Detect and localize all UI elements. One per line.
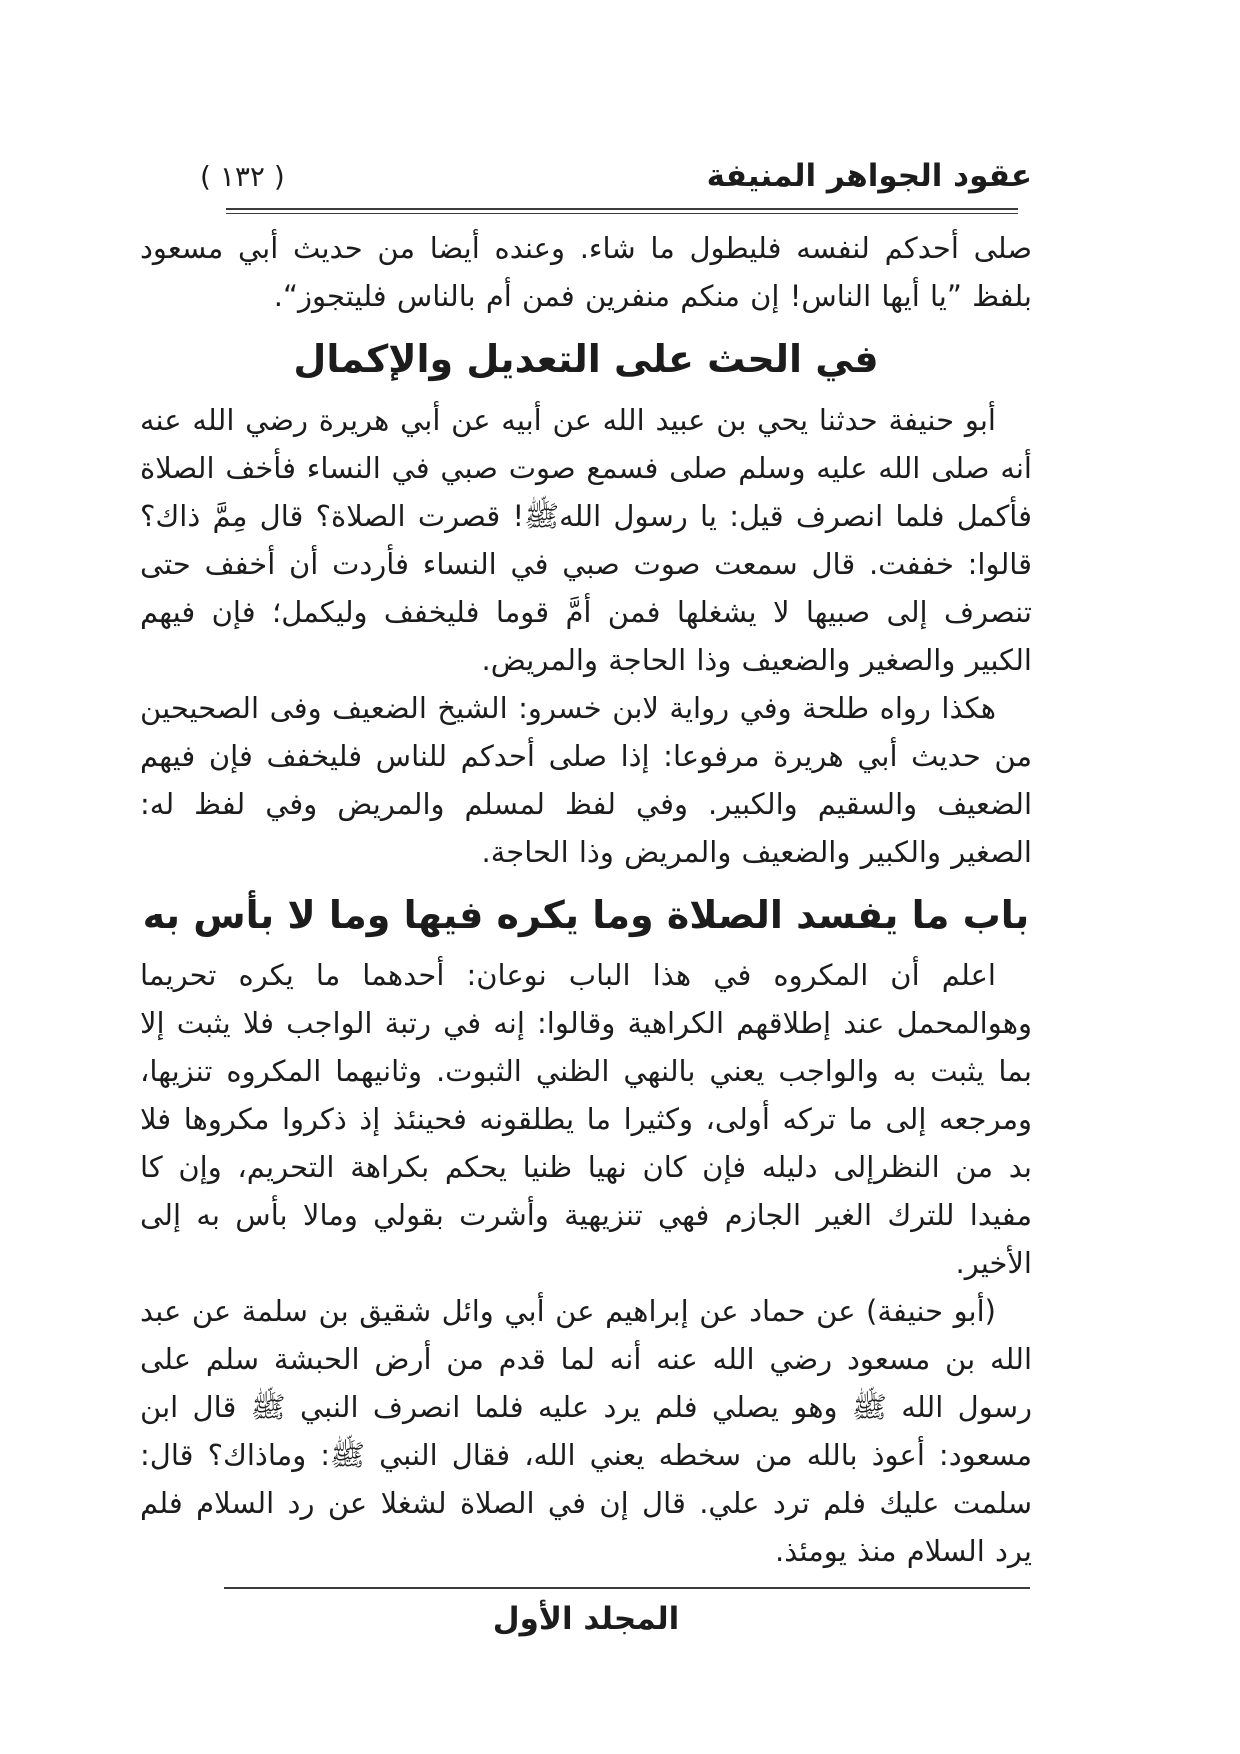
page-number: ( ١٣٢ ) [200,160,285,193]
section-heading-tadil-ikmal: في الحث على التعديل والإكمال [293,337,879,381]
paragraph-hadith-abu-hurayra: أبو حنيفة حدثنا يحي بن عبيد الله عن أبيه عن أبي هريرة رضي الله عنه أنه صلى الله عليه وسلم صلى فسمع صوت صبي في النساء فأخف الصلاة فأكمل فلما انصرف قيل: يا رسول اللهﷺ! قصرت الصلاة؟ قال مِمَّ ذاك؟ قالوا: خففت. قال سمعت صوت صبي في النساء فأردت أن أخفف حتى تنصرف إلى صبيها لا يشغلها فمن أمَّ قوما فليخفف وليكمل؛ فإن فيهم الكبير والصغير والضعيف وذا الحاجة والمريض. [140,402,1032,677]
book-title: عقود الجواهر المنيفة [706,158,1032,194]
page-header [140,158,1032,194]
paragraph-hadith-ibn-masud: (أبو حنيفة) عن حماد عن إبراهيم عن أبي وائل شقيق بن سلمة عن عبد الله بن مسعود رضي الله عنه أنه لما قدم من أرض الحبشة سلم على رسول الله ﷺ وهو يصلي فلم يرد عليه فلما انصرف النبي ﷺ قال ابن مسعود: أعوذ بالله من سخطه يعني الله، فقال النبي ﷺ: وماذاك؟ قال: سلمت عليك فلم ترد علي. قال إن في الصلاة لشغلا عن رد السلام فلم يرد السلام منذ يومئذ. [140,1294,1032,1568]
paragraph-continuation: صلى أحدكم لنفسه فليطول ما شاء. وعنده أيضا من حديث أبي مسعود بلفظ ”يا أيها الناس! إن منكم منفرين فمن أم بالناس فليتجوز“. [140,231,1032,313]
paragraph-narration-variants: هكذا رواه طلحة وفي رواية لابن خسرو: الشيخ الضعيف وفى الصحيحين من حديث أبي هريرة مرفوعا: إذا صلى أحدكم للناس فليخفف فإن فيهم الضعيف والسقيم والكبير. وفي لفظ لمسلم والمريض وفي لفظ له: الصغير والكبير والضعيف والمريض وذا الحاجة. [140,690,1032,869]
page-footer [140,1587,1032,1637]
header-divider [226,208,1018,214]
paragraph-makruh-types: اعلم أن المكروه في هذا الباب نوعان: أحدهما ما يكره تحريما وهوالمحمل عند إطلاقهم الكراهية وقالوا: إنه في رتبة الواجب فلا يثبت إلا بما يثبت به والواجب يعني بالنهي الظني الثبوت. وثانيهما المكروه تنزيها، ومرجعه إلى ما تركه أولى، وكثيرا ما يطلقونه فحينئذ إذ ذكروا مكروها فلا بد من النظرإلى دليله فإن كان نهيا ظنيا يحكم بكراهة التحريم، وإن كا مفيدا للترك الغير الجازم فهي تنزيهية وأشرت بقولي ومالا بأس به إلى الأخير. [140,958,1032,1280]
volume-label: المجلد الأول [492,1601,680,1637]
page-body [140,224,1032,1575]
chapter-heading-prayer-invalidators: باب ما يفسد الصلاة وما يكره فيها وما لا بأس به [142,892,1030,937]
footer-divider [224,1587,1030,1589]
